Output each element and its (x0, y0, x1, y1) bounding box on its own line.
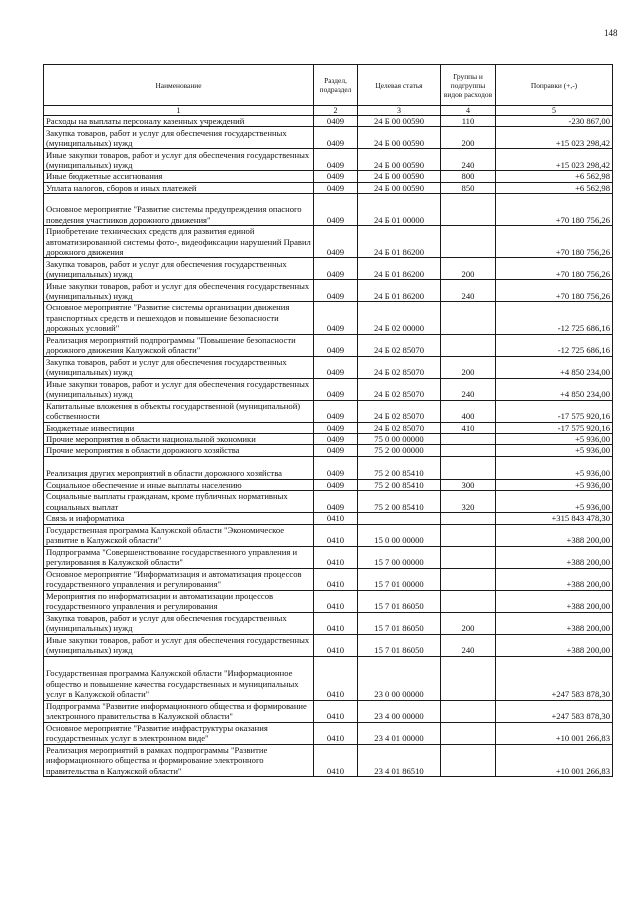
table-body (44, 116, 613, 777)
row-name: Реализация других мероприятий в области дорожного хозяйства (44, 456, 314, 479)
row-name: Иные закупки товаров, работ и услуг для обеспечения государственных (муниципальных) нужд (44, 280, 314, 302)
row-expense-group: 200 (441, 258, 496, 280)
header-expense-group: Группы и подгруппы видов расходов (441, 65, 496, 106)
row-name: Мероприятия по информатизации и автоматизации процессов государственного управления и регулирования (44, 590, 314, 612)
table-row (44, 700, 613, 722)
row-section: 0410 (314, 590, 358, 612)
row-expense-group (441, 334, 496, 356)
row-target: 15 0 00 00000 (358, 524, 441, 546)
row-name: Бюджетные инвестиции (44, 422, 314, 433)
table-row (44, 258, 613, 280)
row-name: Иные закупки товаров, работ и услуг для обеспечения государственных (муниципальных) нужд (44, 634, 314, 656)
row-amount: +70 180 756,26 (496, 226, 613, 258)
row-name: Подпрограмма "Совершенствование государственного управления и регулирования в Калужской области" (44, 546, 314, 568)
row-name: Расходы на выплаты персоналу казенных учреждений (44, 116, 314, 127)
row-amount: +388 200,00 (496, 568, 613, 590)
table-row (44, 744, 613, 776)
row-expense-group: 850 (441, 182, 496, 193)
row-section: 0410 (314, 513, 358, 524)
row-section: 0409 (314, 194, 358, 226)
table-row (44, 568, 613, 590)
row-amount: +6 562,98 (496, 171, 613, 182)
row-name: Иные закупки товаров, работ и услуг для обеспечения государственных (муниципальных) нужд (44, 149, 314, 171)
row-name: Капитальные вложения в объекты государственной (муниципальной) собственности (44, 400, 314, 422)
row-amount: -17 575 920,16 (496, 422, 613, 433)
row-amount: +15 023 298,42 (496, 127, 613, 149)
row-amount: +5 936,00 (496, 456, 613, 479)
row-target: 15 7 01 86050 (358, 612, 441, 634)
row-name: Приобретение технических средств для развития единой автоматизированной системы фото-, видеофиксации нарушений Правил дорожного движения (44, 226, 314, 258)
row-amount: +388 200,00 (496, 546, 613, 568)
row-expense-group: 240 (441, 378, 496, 400)
row-section: 0409 (314, 127, 358, 149)
row-name: Государственная программа Калужской области "Экономическое развитие в Калужской области" (44, 524, 314, 546)
row-target: 15 7 01 86050 (358, 590, 441, 612)
row-expense-group (441, 568, 496, 590)
row-name: Закупка товаров, работ и услуг для обеспечения государственных (муниципальных) нужд (44, 127, 314, 149)
row-expense-group: 200 (441, 612, 496, 634)
table-row (44, 302, 613, 334)
row-section: 0409 (314, 356, 358, 378)
row-expense-group: 240 (441, 634, 496, 656)
table-row (44, 400, 613, 422)
row-amount: -17 575 920,16 (496, 400, 613, 422)
row-name: Прочие мероприятия в области национальной экономики (44, 434, 314, 445)
column-number: 1 (44, 106, 314, 116)
row-expense-group (441, 700, 496, 722)
row-name: Прочие мероприятия в области дорожного хозяйства (44, 445, 314, 456)
table-row (44, 171, 613, 182)
row-name: Государственная программа Калужской области "Информационное общество и повышение качества государственных и муниципальных услуг в Калужской области" (44, 656, 314, 700)
table-row (44, 127, 613, 149)
row-section: 0409 (314, 182, 358, 193)
row-name: Уплата налогов, сборов и иных платежей (44, 182, 314, 193)
row-expense-group: 200 (441, 356, 496, 378)
row-target: 75 0 00 00000 (358, 434, 441, 445)
row-target: 23 4 01 00000 (358, 722, 441, 744)
table-row (44, 590, 613, 612)
table-row (44, 634, 613, 656)
row-section: 0410 (314, 700, 358, 722)
row-section: 0409 (314, 258, 358, 280)
row-name: Закупка товаров, работ и услуг для обеспечения государственных (муниципальных) нужд (44, 258, 314, 280)
table-row (44, 445, 613, 456)
row-section: 0409 (314, 334, 358, 356)
row-section: 0409 (314, 149, 358, 171)
row-expense-group (441, 226, 496, 258)
row-name: Основное мероприятие "Развитие системы организации движения транспортных средств и пешеходов и повышение безопасности дорожных условий" (44, 302, 314, 334)
row-section: 0410 (314, 634, 358, 656)
table-row (44, 656, 613, 700)
header-target: Целевая статья (358, 65, 441, 106)
row-expense-group (441, 524, 496, 546)
row-target: 15 7 01 00000 (358, 568, 441, 590)
header-amendment: Поправки (+,-) (496, 65, 613, 106)
row-section: 0409 (314, 116, 358, 127)
table-row (44, 194, 613, 226)
row-amount: +247 583 878,30 (496, 700, 613, 722)
row-amount: -230 867,00 (496, 116, 613, 127)
row-expense-group (441, 546, 496, 568)
row-target: 23 0 00 00000 (358, 656, 441, 700)
table-row (44, 226, 613, 258)
row-target: 75 2 00 85410 (358, 456, 441, 479)
row-target: 75 2 00 00000 (358, 445, 441, 456)
row-amount: +5 936,00 (496, 491, 613, 513)
row-expense-group (441, 722, 496, 744)
row-section: 0409 (314, 479, 358, 490)
row-target: 24 Б 00 00590 (358, 127, 441, 149)
row-name: Закупка товаров, работ и услуг для обеспечения государственных (муниципальных) нужд (44, 612, 314, 634)
row-target: 24 Б 00 00590 (358, 171, 441, 182)
row-section: 0410 (314, 568, 358, 590)
row-section: 0410 (314, 656, 358, 700)
row-target: 23 4 00 00000 (358, 700, 441, 722)
row-amount: +70 180 756,26 (496, 258, 613, 280)
table-row (44, 491, 613, 513)
row-section: 0409 (314, 280, 358, 302)
row-section: 0409 (314, 400, 358, 422)
row-amount: +5 936,00 (496, 479, 613, 490)
row-name: Подпрограмма "Развитие информационного общества и формирование электронного правительства в Калужской области" (44, 700, 314, 722)
row-target: 24 Б 02 85070 (358, 378, 441, 400)
row-target: 24 Б 02 85070 (358, 400, 441, 422)
row-expense-group (441, 656, 496, 700)
row-target: 24 Б 02 85070 (358, 422, 441, 433)
row-section: 0409 (314, 226, 358, 258)
row-amount: +5 936,00 (496, 445, 613, 456)
row-section: 0410 (314, 744, 358, 776)
header-name: Наименование (44, 65, 314, 106)
table-row (44, 722, 613, 744)
column-number: 3 (358, 106, 441, 116)
table-header (44, 65, 613, 116)
table-row (44, 280, 613, 302)
row-target: 24 Б 02 85070 (358, 356, 441, 378)
row-target: 24 Б 00 00590 (358, 116, 441, 127)
row-target: 15 7 00 00000 (358, 546, 441, 568)
table-row (44, 434, 613, 445)
table-row (44, 422, 613, 433)
row-amount: +6 562,98 (496, 182, 613, 193)
column-number: 2 (314, 106, 358, 116)
row-section: 0409 (314, 456, 358, 479)
row-amount: -12 725 686,16 (496, 334, 613, 356)
row-expense-group (441, 445, 496, 456)
page-number: 148 (604, 28, 618, 38)
row-target: 75 2 00 85410 (358, 491, 441, 513)
row-expense-group (441, 456, 496, 479)
row-expense-group (441, 744, 496, 776)
row-name: Реализация мероприятий в рамках подпрограммы "Развитие информационного общества и формирование электронного правительства в Калужской области" (44, 744, 314, 776)
row-expense-group: 320 (441, 491, 496, 513)
column-number: 5 (496, 106, 613, 116)
row-amount: +388 200,00 (496, 612, 613, 634)
table-row (44, 612, 613, 634)
row-amount: +10 001 266,83 (496, 722, 613, 744)
row-name: Иные закупки товаров, работ и услуг для обеспечения государственных (муниципальных) нужд (44, 378, 314, 400)
row-expense-group: 240 (441, 149, 496, 171)
row-target: 24 Б 01 86200 (358, 226, 441, 258)
budget-amendments-table (43, 64, 613, 777)
row-target: 24 Б 00 00590 (358, 149, 441, 171)
row-target: 24 Б 02 00000 (358, 302, 441, 334)
table-row (44, 479, 613, 490)
row-section: 0409 (314, 491, 358, 513)
row-amount: +4 850 234,00 (496, 356, 613, 378)
row-target: 23 4 01 86510 (358, 744, 441, 776)
row-expense-group: 800 (441, 171, 496, 182)
row-section: 0409 (314, 302, 358, 334)
row-target: 24 Б 01 00000 (358, 194, 441, 226)
row-expense-group (441, 590, 496, 612)
row-expense-group: 240 (441, 280, 496, 302)
table-row (44, 524, 613, 546)
table-row (44, 378, 613, 400)
row-amount: +315 843 478,30 (496, 513, 613, 524)
row-amount: +388 200,00 (496, 590, 613, 612)
row-name: Связь и информатика (44, 513, 314, 524)
row-expense-group: 110 (441, 116, 496, 127)
row-name: Реализация мероприятий подпрограммы "Повышение безопасности дорожного движения Калужской области" (44, 334, 314, 356)
row-section: 0409 (314, 171, 358, 182)
table-row (44, 149, 613, 171)
row-section: 0409 (314, 378, 358, 400)
row-expense-group (441, 513, 496, 524)
row-expense-group (441, 434, 496, 445)
row-expense-group (441, 194, 496, 226)
row-expense-group: 200 (441, 127, 496, 149)
table-row (44, 546, 613, 568)
table-row (44, 334, 613, 356)
row-amount: +5 936,00 (496, 434, 613, 445)
row-amount: +4 850 234,00 (496, 378, 613, 400)
table-row (44, 356, 613, 378)
header-section: Раздел, подраздел (314, 65, 358, 106)
row-amount: -12 725 686,16 (496, 302, 613, 334)
column-number: 4 (441, 106, 496, 116)
row-target: 24 Б 02 85070 (358, 334, 441, 356)
row-name: Основное мероприятие "Развитие системы предупреждения опасного поведения участников дорожного движения" (44, 194, 314, 226)
row-target: 24 Б 01 86200 (358, 280, 441, 302)
row-name: Основное мероприятие "Развитие инфраструктуры оказания государственных услуг в электронном виде" (44, 722, 314, 744)
row-name: Социальное обеспечение и иные выплаты населению (44, 479, 314, 490)
row-section: 0410 (314, 546, 358, 568)
row-section: 0409 (314, 422, 358, 433)
row-section: 0410 (314, 612, 358, 634)
row-section: 0410 (314, 722, 358, 744)
row-amount: +247 583 878,30 (496, 656, 613, 700)
row-amount: +70 180 756,26 (496, 280, 613, 302)
row-expense-group: 400 (441, 400, 496, 422)
row-amount: +388 200,00 (496, 524, 613, 546)
table-row (44, 116, 613, 127)
row-section: 0410 (314, 524, 358, 546)
row-target: 15 7 01 86050 (358, 634, 441, 656)
row-section: 0409 (314, 434, 358, 445)
table-row (44, 456, 613, 479)
row-name: Закупка товаров, работ и услуг для обеспечения государственных (муниципальных) нужд (44, 356, 314, 378)
row-section: 0409 (314, 445, 358, 456)
table-row (44, 182, 613, 193)
row-name: Основное мероприятие "Информатизация и автоматизация процессов государственного управления и регулирования" (44, 568, 314, 590)
row-amount: +15 023 298,42 (496, 149, 613, 171)
row-target (358, 513, 441, 524)
row-name: Социальные выплаты гражданам, кроме публичных нормативных социальных выплат (44, 491, 314, 513)
row-amount: +70 180 756,26 (496, 194, 613, 226)
row-amount: +388 200,00 (496, 634, 613, 656)
row-target: 75 2 00 85410 (358, 479, 441, 490)
row-expense-group: 300 (441, 479, 496, 490)
row-name: Иные бюджетные ассигнования (44, 171, 314, 182)
row-target: 24 Б 01 86200 (358, 258, 441, 280)
row-expense-group: 410 (441, 422, 496, 433)
row-target: 24 Б 00 00590 (358, 182, 441, 193)
table-row (44, 513, 613, 524)
row-expense-group (441, 302, 496, 334)
row-amount: +10 001 266,83 (496, 744, 613, 776)
